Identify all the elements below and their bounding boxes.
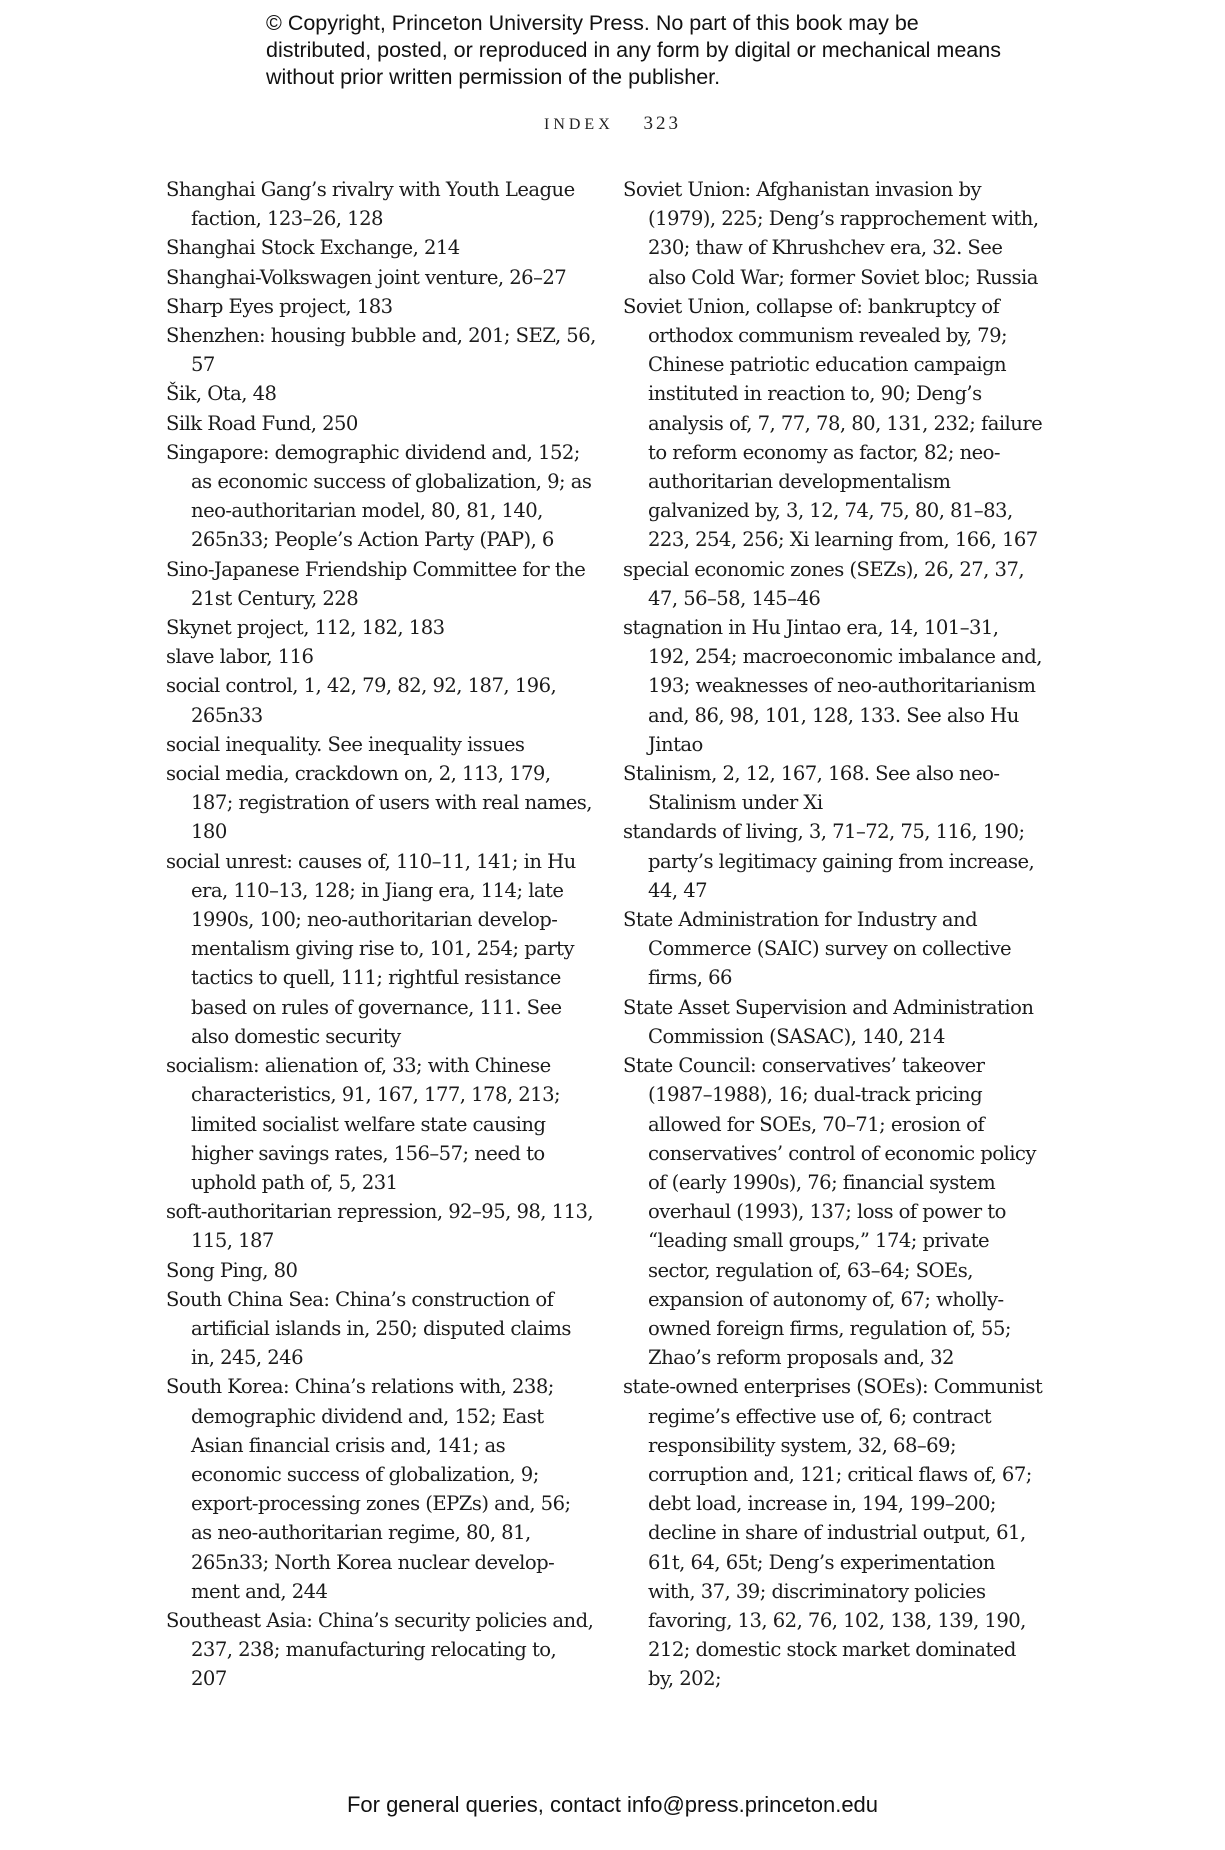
running-head	[0, 113, 1225, 135]
index-entry: social inequality. See inequality issues	[166, 732, 525, 756]
index-column-right	[623, 175, 1043, 1694]
index-entry: Silk Road Fund, 250	[166, 411, 358, 435]
index-entry: South China Sea: China’s construction of artificial islands in, 250; disputed claims in, 245, 246	[166, 1287, 571, 1370]
index-entry: Shanghai-Volkswagen joint venture, 26–27	[166, 265, 567, 289]
index-entry: Shanghai Stock Exchange, 214	[166, 236, 460, 260]
index-entry: Shenzhen: housing bubble and, 201; SEZ, 56, 57	[166, 324, 596, 377]
index-entry: Song Ping, 80	[166, 1258, 298, 1282]
index-entry: Soviet Union: Afghanistan invasion by (1979), 225; Deng’s rapprochement with, 230; thaw of Khrushchev era, 32. See also Cold War; former Soviet bloc; Russia	[623, 178, 1039, 289]
page-number: 323	[643, 113, 681, 134]
index-entry: Soviet Union, collapse of: bankruptcy of orthodox communism revealed by, 79; Chinese patriotic education campaign instituted in reaction to, 90; Deng’s analysis of, 7, 77, 78, 80, 131, 232; failure to reform economy as factor, 82; neo-authoritarian developmentalism galvanized by, 3, 12, 74, 75, 80, 81–83, 223, 254, 256; Xi learning from, 166, 167	[623, 294, 1043, 552]
index-entry: special economic zones (SEZs), 26, 27, 37, 47, 56–58, 145–46	[623, 557, 1025, 610]
index-entry: state-owned enterprises (SOEs): Communist regime’s effective use of, 6; contract responsibility system, 32, 68–69; corruption and, 121; critical flaws of, 67; debt load, increase in, 194, 199–200; decline in share of industrial output, 61, 61t, 64, 65t; Deng’s experimentation with, 37, 39; discriminatory policies favoring, 13, 62, 76, 102, 138, 139, 190, 212; domestic stock market dominated by, 202;	[623, 1375, 1043, 1691]
index-column-left	[166, 175, 596, 1694]
index-entry: South Korea: China’s relations with, 238; demographic dividend and, 152; East Asian financial crisis and, 141; as economic success of globalization, 9; export-processing zones (EPZs) and, 56; as neo-authoritarian regime, 80, 81, 265n33; North Korea nuclear development and, 244	[166, 1375, 571, 1603]
index-entry: Singapore: demographic dividend and, 152; as economic success of globalization, 9; as neo-authoritarian model, 80, 81, 140, 265n33; People’s Action Party (PAP), 6	[166, 440, 592, 552]
index-entry: State Council: conservatives’ takeover (1987–1988), 16; dual-track pricing allowed for SOEs, 70–71; erosion of conservatives’ control of economic policy of (early 1990s), 76; financial system overhaul (1993), 137; loss of power to “leading small groups,” 174; private sector, regulation of, 63–64; SOEs, expansion of autonomy of, 67; wholly-owned foreign firms, regulation of, 55; Zhao’s reform proposals and, 32	[623, 1054, 1036, 1370]
index-entry: Sharp Eyes project, 183	[166, 294, 393, 318]
index-entry: Shanghai Gang’s rivalry with Youth League faction, 123–26, 128	[166, 178, 575, 231]
index-entry: social unrest: causes of, 110–11, 141; in Hu era, 110–13, 128; in Jiang era, 114; late 1990s, 100; neo-authoritarian developmentalism giving rise to, 101, 254; party tactics to quell, 111; rightful resistance based on rules of governance, 111. See also domestic security	[166, 849, 576, 1048]
copyright-notice: © Copyright, Princeton University Press. No part of this book may be distributed, posted, or reproduced in any form by digital or mechanical means without prior written permission of the publisher.	[266, 11, 1001, 89]
index-entry: slave labor, 116	[166, 645, 314, 669]
index-entry: soft-authoritarian repression, 92–95, 98, 113, 115, 187	[166, 1200, 594, 1253]
index-entry: stagnation in Hu Jintao era, 14, 101–31, 192, 254; macroeconomic imbalance and, 193; weaknesses of neo-authoritarianism and, 86, 98, 101, 128, 133. See also Hu Jintao	[623, 616, 1042, 756]
index-entry: State Asset Supervision and Administration Commission (SASAC), 140, 214	[623, 995, 1034, 1048]
index-entry: Šik, Ota, 48	[166, 382, 277, 406]
index-entry: Stalinism, 2, 12, 167, 168. See also neo-Stalinism under Xi	[623, 762, 1000, 815]
running-head-title: INDEX	[543, 116, 614, 133]
index-entry: socialism: alienation of, 33; with Chinese characteristics, 91, 167, 177, 178, 213; limited socialist welfare state causing higher savings rates, 156–57; need to uphold path of, 5, 231	[166, 1054, 561, 1194]
index-entry: social control, 1, 42, 79, 82, 92, 187, 196, 265n33	[166, 674, 557, 727]
footer-contact: For general queries, contact info@press.princeton.edu	[346, 1792, 879, 1817]
index-entry: standards of living, 3, 71–72, 75, 116, 190; party’s legitimacy gaining from increase, 44, 47	[623, 820, 1035, 902]
index-entry: social media, crackdown on, 2, 113, 179, 187; registration of users with real names, 180	[166, 762, 592, 844]
index-entry: Sino-Japanese Friendship Committee for the 21st Century, 228	[166, 557, 586, 610]
index-entry: Skynet project, 112, 182, 183	[166, 616, 445, 640]
index-entry: State Administration for Industry and Commerce (SAIC) survey on collective firms, 66	[623, 908, 1012, 990]
index-entry: Southeast Asia: China’s security policies and, 237, 238; manufacturing relocating to, 207	[166, 1608, 594, 1691]
